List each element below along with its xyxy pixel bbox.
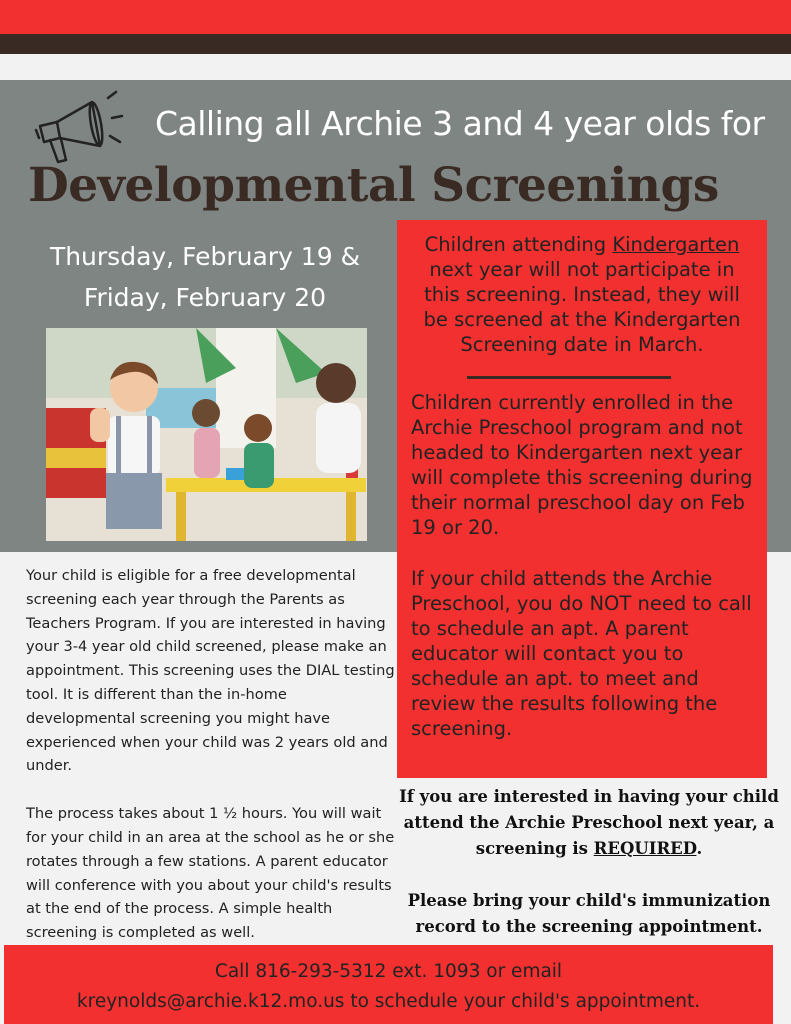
preschool-note: If your child attends the Archie Preschool, you do NOT need to call to schedule an apt. A parent educator will contact you to schedule an apt. to meet and review the results following the screening. xyxy=(411,567,752,740)
headline-title: Developmental Screenings xyxy=(28,158,719,213)
required-notice xyxy=(397,784,781,862)
date-line-1: Thursday, February 19 & xyxy=(49,242,361,271)
required-notice-pre: If you are interested in having your child attend the Archie Preschool next year, a screening is xyxy=(399,787,779,858)
kindergarten-note-pre: Children attending xyxy=(424,233,613,256)
kindergarten-note xyxy=(411,232,753,357)
contact-footer xyxy=(4,945,773,1024)
megaphone-icon xyxy=(30,88,125,168)
body-paragraph-eligibility: Your child is eligible for a free developmental screening each year through the Parents as Teachers Program. If you are interested in having your 3-4 year old child screened, please make an appointment. This screening uses the DIAL testing tool. It is different than the in-home developmental screening you might have experienced when your child was 2 years old and under. xyxy=(26,567,395,775)
contact-text xyxy=(4,957,773,1017)
body-copy xyxy=(26,564,398,969)
panel-divider xyxy=(467,376,671,379)
date-line-2: Friday, February 20 xyxy=(83,283,327,312)
top-brown-bar xyxy=(0,34,791,54)
screening-dates xyxy=(30,236,380,318)
top-red-bar xyxy=(0,0,791,34)
body-paragraph-process: The process takes about 1 ½ hours. You will wait for your child in an area at the school as he or she rotates through a few stations. A parent educator will conference with you about your child's results at the end of the process. A simple health screening is completed as well. xyxy=(26,805,395,942)
kindergarten-word: Kindergarten xyxy=(612,233,740,256)
contact-line-email[interactable]: kreynolds@archie.k12.mo.us to schedule your child's appointment. xyxy=(76,991,701,1012)
info-panel xyxy=(397,220,767,778)
classroom-photo xyxy=(46,328,367,541)
classroom-photo-illustration xyxy=(46,328,367,541)
required-word: REQUIRED xyxy=(593,839,697,858)
immunization-notice: Please bring your child's immunization record to the screening appointment. xyxy=(407,891,771,936)
enrolled-note: Children currently enrolled in the Archie Preschool program and not headed to Kindergarten next year will complete this screening during their normal preschool day on Feb 19 or 20. xyxy=(411,391,753,539)
headline-intro: Calling all Archie 3 and 4 year olds for xyxy=(155,104,765,143)
required-notice-post: . xyxy=(696,839,703,858)
kindergarten-note-post: next year will not participate in this screening. Instead, they will be screened at the Kindergarten Screening date in March. xyxy=(423,258,741,356)
contact-line-phone: Call 816-293-5312 ext. 1093 or email xyxy=(214,961,563,982)
